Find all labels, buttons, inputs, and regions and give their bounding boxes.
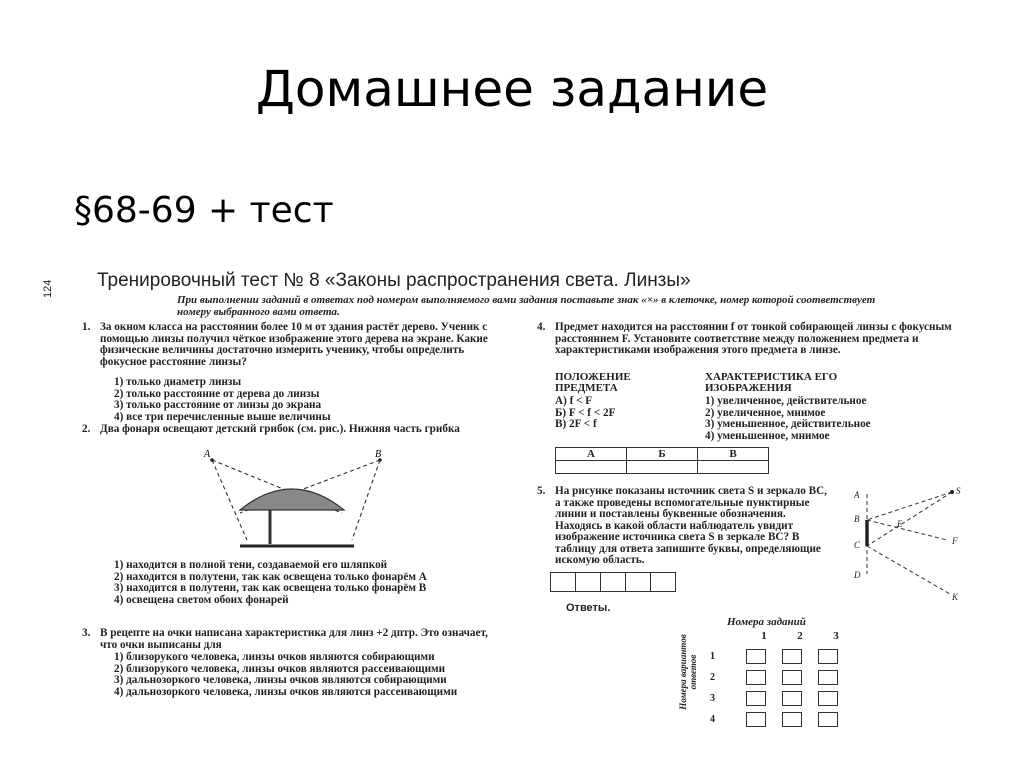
answer-grid-row — [710, 667, 838, 688]
point-label: K — [952, 592, 959, 602]
q3-option: 1) близорукого человека, линзы очков являются собирающими — [114, 651, 435, 663]
answer-checkbox[interactable] — [782, 649, 802, 664]
answer-checkbox[interactable] — [818, 649, 838, 664]
point-label: E — [897, 519, 903, 529]
question-1-text: За окном класса на расстоянии более 10 м от здания растёт дерево. Ученик с помощью линзы получил чёткое изображение этого дерева на экране. Какие физические величины достаточно измерить ученику, чтобы определить фокусное расстояние линзы? — [100, 321, 488, 368]
q4-answer-table — [555, 447, 769, 474]
answer-checkbox[interactable] — [818, 712, 838, 727]
q1-option: 3) только расстояние от линзы до экрана — [114, 399, 322, 411]
answer-grid — [710, 646, 838, 730]
answer-checkbox[interactable] — [746, 712, 766, 727]
answers-title: Ответы. — [566, 602, 611, 614]
page-number: 124 — [42, 279, 54, 298]
q4-answer-cell[interactable] — [698, 461, 769, 474]
position-item: В) 2F < f — [555, 418, 597, 430]
q2-option: 4) освещена светом обоих фонарей — [114, 593, 289, 606]
q2-option: 1) находится в полной тени, создаваемой его шляпкой — [114, 559, 388, 571]
point-label: B — [854, 514, 860, 524]
object-positions — [555, 396, 695, 431]
answer-checkbox[interactable] — [782, 712, 802, 727]
q5-answer-box[interactable] — [575, 572, 601, 592]
point-label: S — [956, 486, 961, 496]
q4-table-header: Б — [627, 448, 698, 461]
question-1-number: 1. — [82, 321, 91, 333]
scanned-test-page — [42, 262, 992, 762]
slide-subtitle: §68-69 + тест — [74, 190, 334, 231]
test-title: Тренировочный тест № 8 «Законы распространения света. Линзы» — [97, 270, 691, 291]
q5-answer-boxes — [550, 572, 675, 592]
question-2-number: 2. — [82, 423, 91, 435]
q5-answer-box[interactable] — [550, 572, 576, 592]
characteristic-item: 1) увеличенное, действительное — [705, 395, 867, 407]
question-5-number: 5. — [537, 485, 546, 497]
question-1 — [82, 321, 500, 368]
answer-grid-row — [710, 709, 838, 730]
q2-option: 2) находится в полутени, так как освещена только фонарём A — [114, 570, 427, 583]
question-4-number: 4. — [537, 321, 546, 333]
variant-number: 1 — [710, 651, 715, 662]
q3-option: 4) дальнозоркого человека, линзы очков являются рассеивающими — [114, 685, 458, 698]
slide-title: Домашнее задание — [255, 60, 769, 118]
answer-checkbox[interactable] — [818, 670, 838, 685]
position-item: Б) F < f < 2F — [555, 406, 616, 419]
question-4-text: Предмет находится на расстоянии f от тонкой собирающей линзы с фокусным расстоянием F. Установите соответствие между положением предмета и характеристиками изображения этого предмета в линзе. — [555, 321, 952, 356]
mushroom-figure — [192, 448, 402, 553]
characteristic-item: 2) увеличенное, мнимое — [705, 406, 826, 419]
question-3-text: В рецепте на очки написана характеристика для линз +2 дптр. Это означает, что очки выписаны для — [100, 627, 488, 651]
question-5 — [537, 485, 830, 567]
answer-grid-row — [710, 646, 838, 667]
q5-answer-box[interactable] — [650, 572, 676, 592]
question-1-options — [114, 377, 504, 423]
question-2-options — [114, 560, 504, 606]
point-label: C — [854, 540, 861, 550]
answer-checkbox[interactable] — [818, 691, 838, 706]
question-3-options — [114, 652, 504, 698]
answer-checkbox[interactable] — [782, 691, 802, 706]
q4-answer-cell[interactable] — [627, 461, 698, 474]
characteristic-item: 4) уменьшенное, мнимое — [705, 429, 830, 442]
task-numbers-header: Номера заданий — [727, 616, 806, 628]
position-item: А) f < F — [555, 395, 593, 407]
q3-option: 2) близорукого человека, линзы очков являются рассеивающими — [114, 662, 446, 675]
answer-grid-row — [710, 688, 838, 709]
q1-option: 4) все три перечисленные выше величины — [114, 410, 331, 423]
answer-checkbox[interactable] — [782, 670, 802, 685]
q2-option: 3) находится в полутени, так как освещена только фонарём B — [114, 582, 427, 594]
answer-checkbox[interactable] — [746, 649, 766, 664]
question-3 — [82, 627, 500, 651]
q4-answer-cell[interactable] — [556, 461, 627, 474]
lamp-label: B — [375, 449, 382, 460]
variant-number: 2 — [710, 672, 715, 683]
q1-option: 2) только расстояние от дерева до линзы — [114, 387, 320, 400]
variant-number: 4 — [710, 714, 715, 725]
task-number: 3 — [833, 630, 839, 642]
q5-answer-box[interactable] — [600, 572, 626, 592]
point-label: F — [952, 536, 958, 546]
question-3-number: 3. — [82, 627, 91, 639]
characteristic-item: 3) уменьшенное, действительное — [705, 418, 871, 430]
question-4 — [537, 321, 955, 357]
column-header-position: ПОЛОЖЕНИЕ ПРЕДМЕТА — [555, 371, 631, 394]
task-number: 2 — [797, 630, 803, 642]
variant-numbers-label: Номера вариантов ответов — [678, 634, 698, 710]
lamp-label: A — [204, 449, 211, 460]
point-label: A — [854, 490, 860, 500]
column-header-image: ХАРАКТЕРИСТИКА ЕГО ИЗОБРАЖЕНИЯ — [705, 371, 838, 394]
q1-option: 1) только диаметр линзы — [114, 376, 242, 388]
q3-option: 3) дальнозоркого человека, линзы очков являются собирающими — [114, 674, 447, 686]
question-5-text: На рисунке показаны источник света S и зеркало BC, а также проведены вспомогательные пунктирные линии и поставлены буквенные обозначения. Находясь в какой области наблюдатель увидит изображение источника света S в зеркале BC? В таблицу для ответа запишите буквы, определяющие искомую область. — [555, 485, 827, 566]
variant-number: 3 — [710, 693, 715, 704]
answer-checkbox[interactable] — [746, 691, 766, 706]
test-instructions: При выполнении заданий в ответах под номером выполняемого вами задания поставьте знак «×» в клеточке, номер которой соответствует номеру выбранного вами ответа. — [177, 294, 876, 318]
q5-answer-box[interactable] — [625, 572, 651, 592]
task-number: 1 — [761, 630, 767, 642]
answer-checkbox[interactable] — [746, 670, 766, 685]
image-characteristics — [705, 396, 945, 442]
task-number-row — [746, 630, 856, 642]
mirror-figure — [842, 484, 972, 604]
point-label: D — [854, 570, 861, 580]
question-2-text: Два фонаря освещают детский грибок (см. рис.). Нижняя часть грибка — [100, 423, 460, 435]
q4-table-header: А — [556, 448, 627, 461]
q4-table-header: В — [698, 448, 769, 461]
question-2 — [82, 423, 500, 436]
